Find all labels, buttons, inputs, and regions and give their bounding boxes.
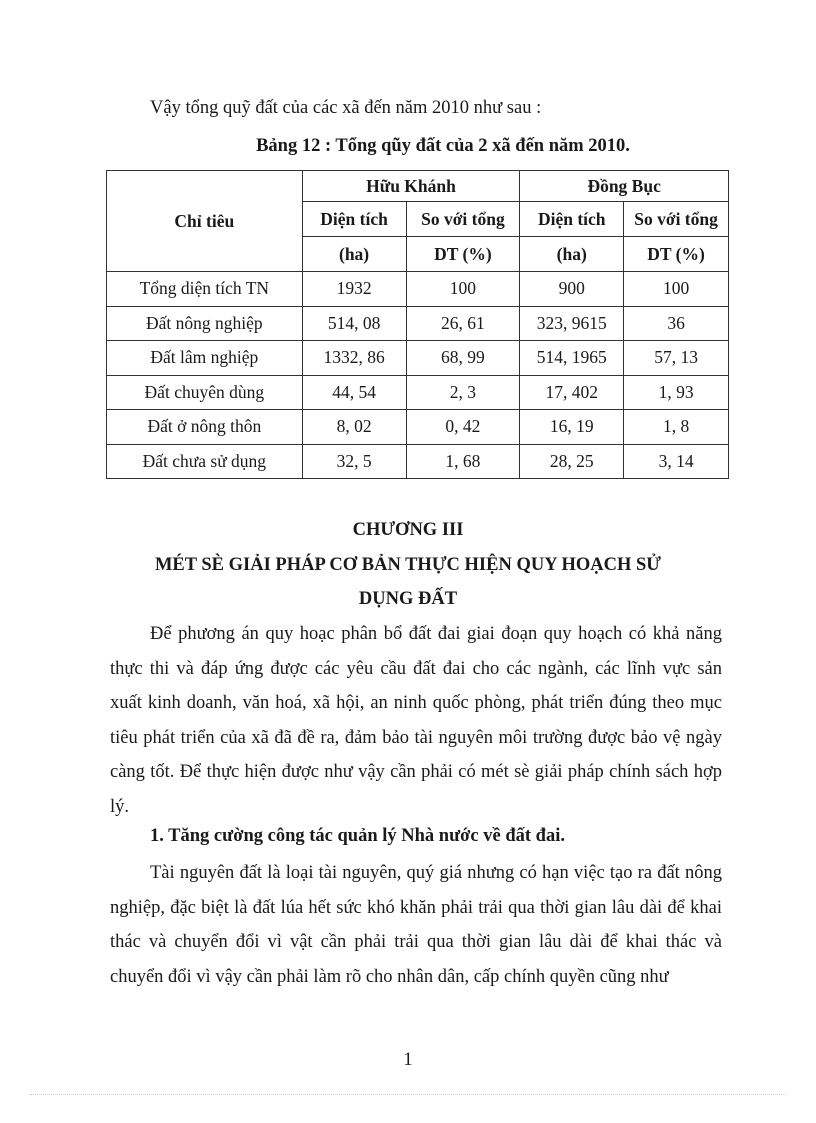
row-label: Đất chưa sử dụng [107, 444, 303, 479]
header-indicator: Chỉ tiêu [107, 171, 303, 272]
header-commune-huu-khanh: Hữu Khánh [302, 171, 520, 202]
cell-c2-pct: 36 [624, 306, 729, 341]
cell-c2-area: 514, 1965 [520, 341, 624, 376]
cell-c2-area: 17, 402 [520, 375, 624, 410]
header-share: So với tổng [624, 202, 729, 237]
cell-c1-pct: 0, 42 [406, 410, 520, 445]
paragraph-line: chuyển đổi vì vậy cần phải làm rõ cho nhân dân, cấp chính quyền cũng như [110, 966, 669, 987]
paragraph-line: tiêu phát triển của xã đã đề ra, đảm bảo tài nguyên môi trường được bảo vệ ngày [110, 727, 722, 748]
row-label: Đất chuyên dùng [107, 375, 303, 410]
cell-c2-area: 28, 25 [520, 444, 624, 479]
cell-c1-pct: 26, 61 [406, 306, 520, 341]
intro-text: Vậy tổng quỹ đất của các xã đến năm 2010 như sau : [150, 98, 542, 118]
paragraph-line: nghiệp, đặc biệt là đất lúa hết sức khó khăn phải trải qua thời gian lâu dài để khai [110, 897, 722, 918]
cell-c1-area: 44, 54 [302, 375, 406, 410]
land-fund-table [106, 170, 729, 479]
chapter-number: CHƯƠNG III [352, 520, 464, 540]
table-row [107, 375, 729, 410]
cell-c2-pct: 57, 13 [624, 341, 729, 376]
cell-c1-pct: 68, 99 [406, 341, 520, 376]
paragraph-line: càng tốt. Để thực hiện được như vậy cần phải có mét sè giải pháp chính sách hợp [110, 762, 722, 782]
cell-c2-pct: 1, 8 [624, 410, 729, 445]
paragraph-line: thác và chuyển đổi vì vật cần phải trải qua thời gian lâu dài để khai thác và [110, 932, 722, 952]
table-row [107, 272, 729, 307]
table-row [107, 341, 729, 376]
paragraph-line: Để phương án quy hoạc phân bổ đất đai giai đoạn quy hoạch có khả năng [150, 624, 722, 644]
page-number: 1 [403, 1050, 413, 1070]
header-area: Diện tích [520, 202, 624, 237]
paragraph-line: Tài nguyên đất là loại tài nguyên, quý giá nhưng có hạn việc tạo ra đất nông [150, 863, 722, 883]
header-area-unit: (ha) [302, 237, 406, 272]
chapter-title-line2: DỤNG ĐẤT [358, 589, 458, 609]
cell-c1-pct: 1, 68 [406, 444, 520, 479]
paragraph-body [110, 856, 722, 994]
cell-c1-area: 514, 08 [302, 306, 406, 341]
chapter-title-line1: MÉT SÈ GIẢI PHÁP CƠ BẢN THỰC HIỆN QUY HOẠCH SỬ [154, 555, 662, 575]
cell-c1-area: 32, 5 [302, 444, 406, 479]
paragraph-line: lý. [110, 796, 130, 817]
cell-c1-area: 1332, 86 [302, 341, 406, 376]
paragraph-line: xuất kinh doanh, văn hoá, xã hội, an ninh quốc phòng, phát triển đúng theo mục [110, 693, 722, 713]
header-area: Diện tích [302, 202, 406, 237]
header-share: So với tổng [406, 202, 520, 237]
row-label: Đất nông nghiệp [107, 306, 303, 341]
paragraph-intro [110, 617, 722, 824]
section-heading: 1. Tăng cường công tác quản lý Nhà nước về đất đai. [150, 826, 565, 846]
cell-c1-pct: 2, 3 [406, 375, 520, 410]
cell-c2-area: 16, 19 [520, 410, 624, 445]
header-commune-dong-buc: Đồng Bục [520, 171, 729, 202]
cell-c2-pct: 3, 14 [624, 444, 729, 479]
table-row [107, 410, 729, 445]
header-share-unit: DT (%) [406, 237, 520, 272]
cell-c2-pct: 100 [624, 272, 729, 307]
cell-c2-area: 323, 9615 [520, 306, 624, 341]
table-row [107, 306, 729, 341]
row-label: Đất lâm nghiệp [107, 341, 303, 376]
cell-c2-area: 900 [520, 272, 624, 307]
cell-c1-area: 8, 02 [302, 410, 406, 445]
row-label: Tổng diện tích TN [107, 272, 303, 307]
cell-c1-area: 1932 [302, 272, 406, 307]
cell-c2-pct: 1, 93 [624, 375, 729, 410]
header-share-unit: DT (%) [624, 237, 729, 272]
header-area-unit: (ha) [520, 237, 624, 272]
table-row [107, 444, 729, 479]
paragraph-line: thực thi và đáp ứng được các yêu cầu đất đai cho các ngành, các lĩnh vực sản [110, 658, 722, 679]
cell-c1-pct: 100 [406, 272, 520, 307]
page-footer-divider [30, 1094, 786, 1095]
table-caption: Bảng 12 : Tổng qũy đất của 2 xã đến năm 2010. [256, 136, 630, 156]
row-label: Đất ở nông thôn [107, 410, 303, 445]
